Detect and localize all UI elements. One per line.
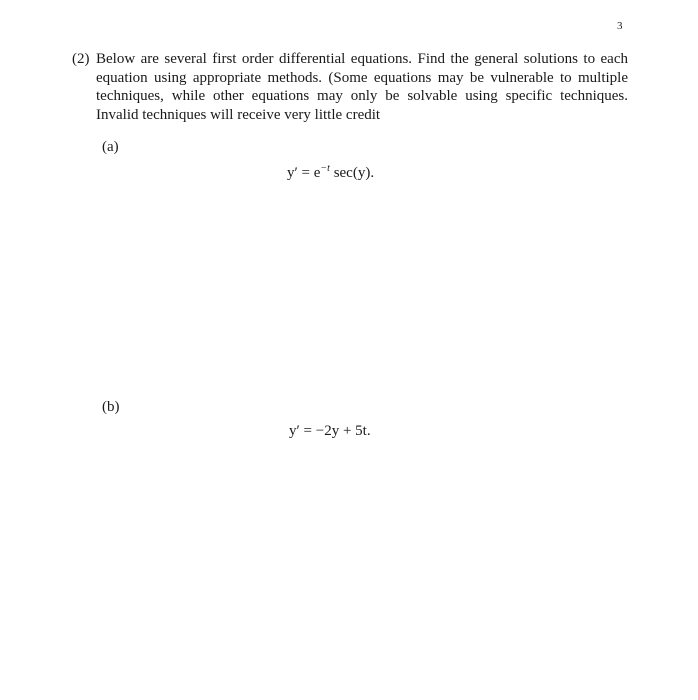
equation-b: y′ = −2y + 5t. [289, 423, 371, 439]
problem-text: Below are several first order differential equations. Find the general solutions to each equation using appropriate methods. (Some equations may be vulnerable to multiple techniques, while other equations may only be solvable using specific techniques. Invalid techniques will receive very little credit [96, 51, 628, 123]
problem-number: (2) [72, 51, 90, 67]
equation-a-lhs: y′ = e [287, 165, 321, 181]
equation-a-rhs: sec(y). [329, 165, 375, 181]
problem-statement [72, 50, 628, 124]
part-a-label: (a) [102, 139, 119, 155]
equation-a-exponent: −t [320, 163, 330, 174]
part-b-label: (b) [102, 399, 120, 415]
equation-a [287, 163, 374, 182]
page-number: 3 [617, 20, 623, 32]
